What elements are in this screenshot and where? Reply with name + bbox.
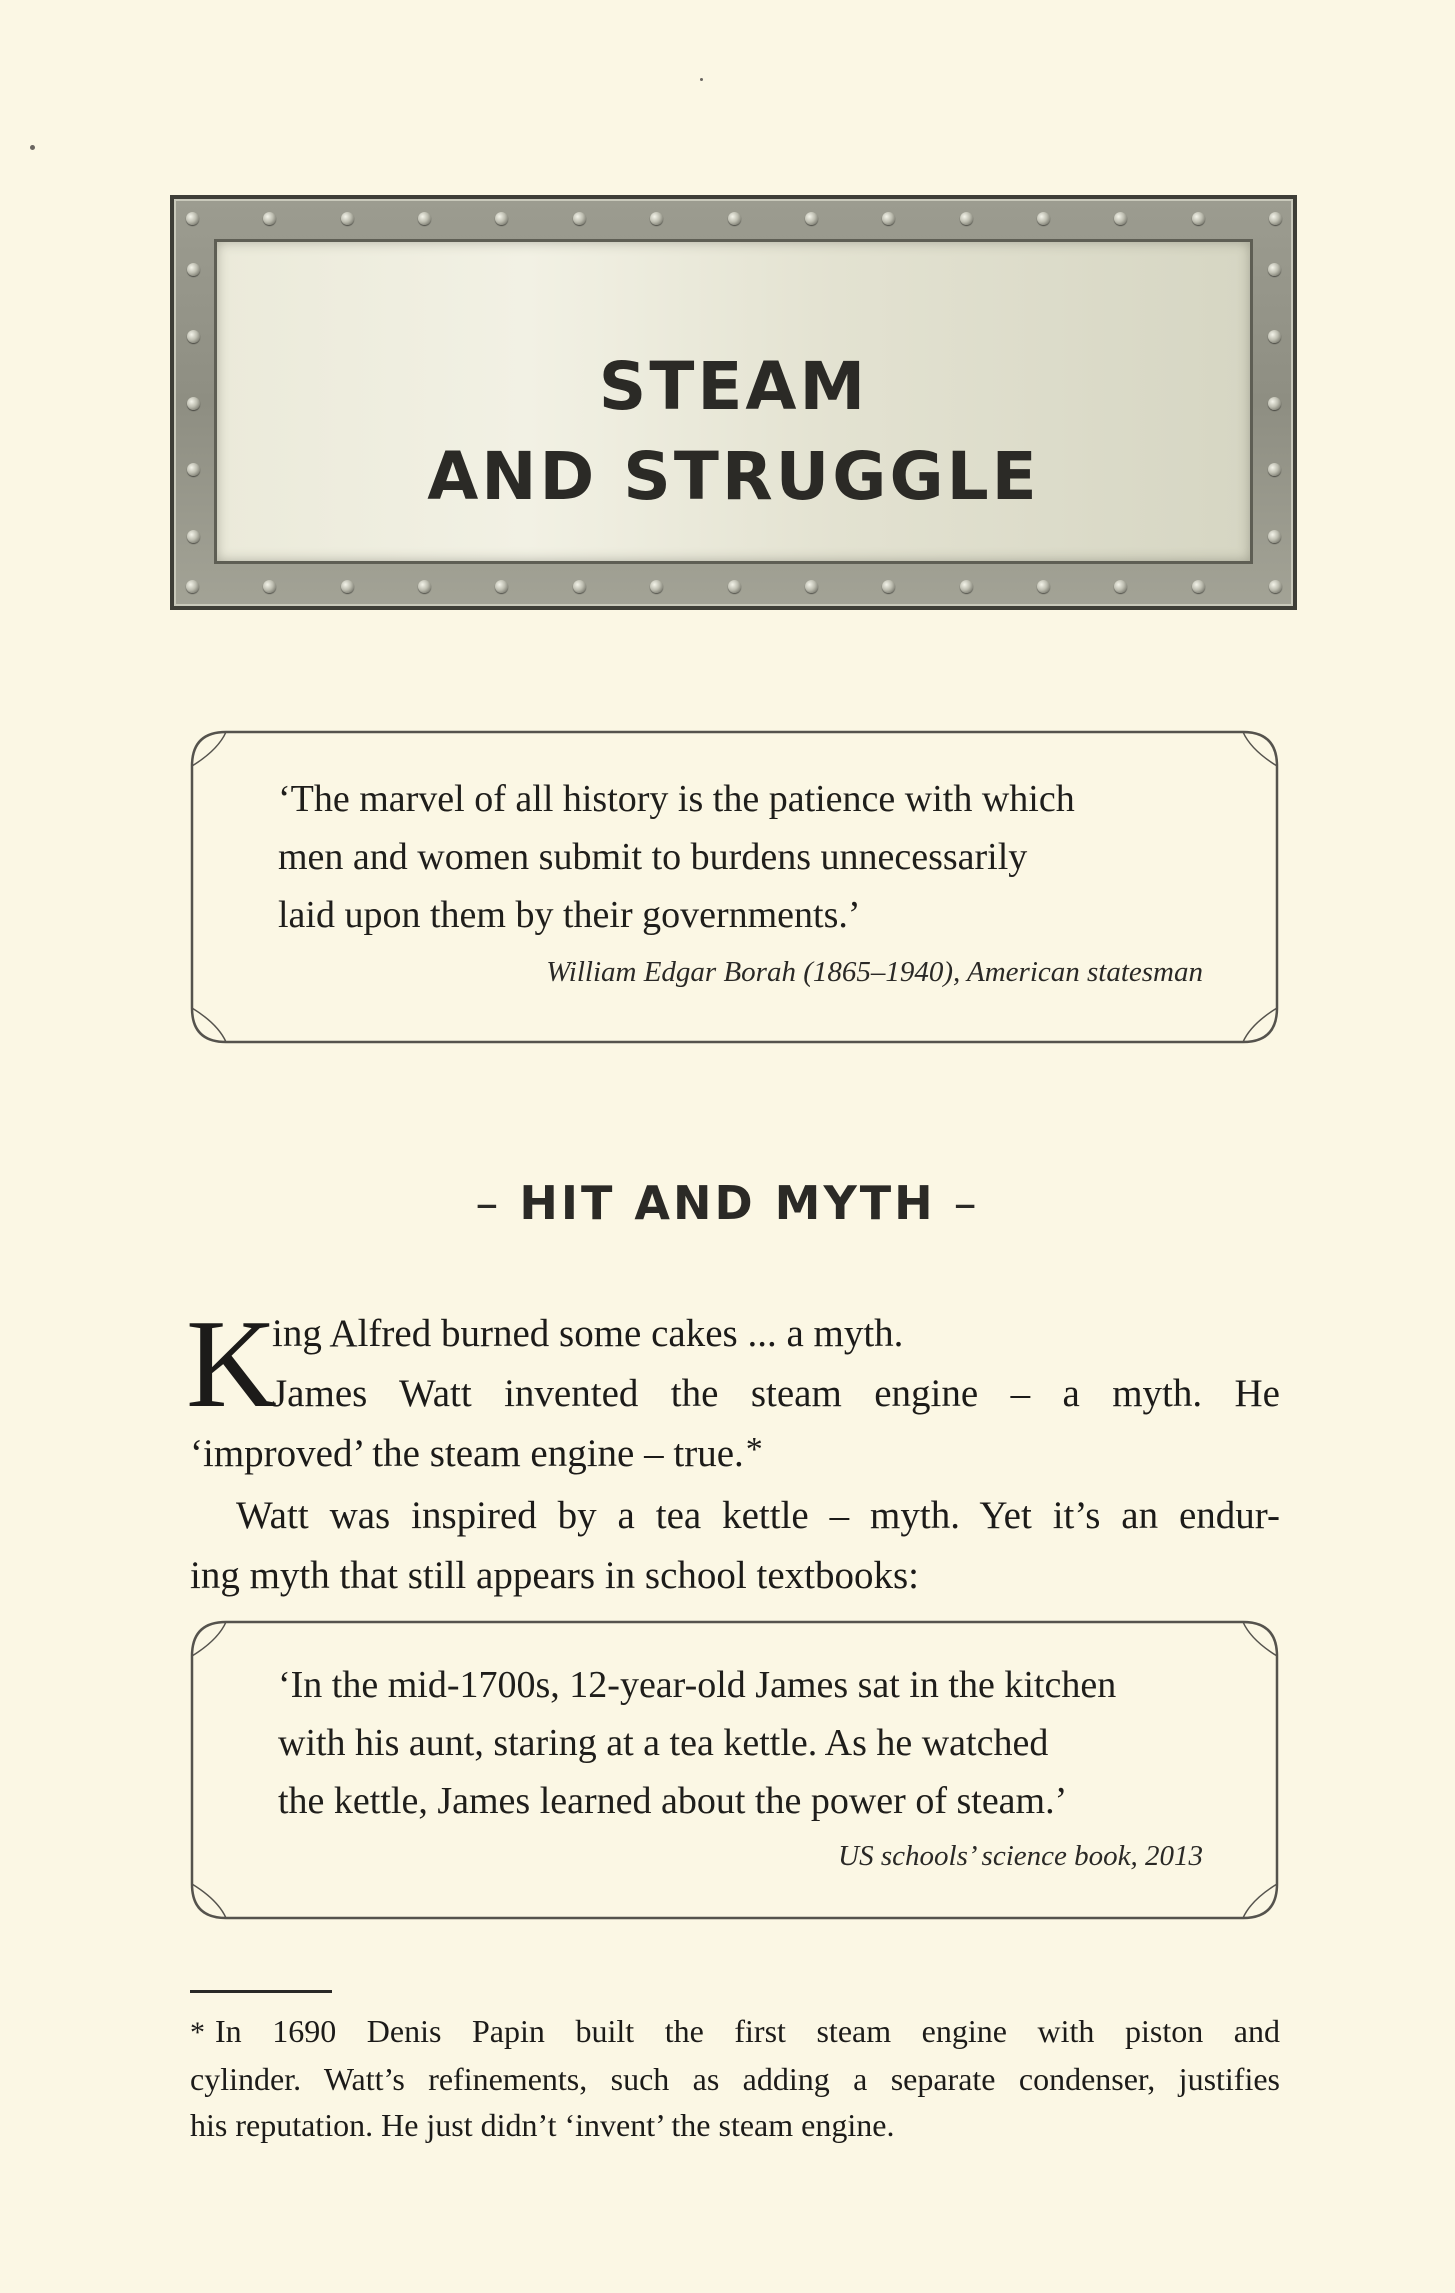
rivet-icon [495, 212, 508, 225]
textbook-quote-box [188, 1618, 1281, 1922]
body-line [190, 1424, 1280, 1486]
drop-cap: K [186, 1295, 277, 1434]
rivet-icon [573, 580, 586, 593]
footnote-line-text: In 1690 Denis Papin built the first steam engine with piston and [215, 2013, 1280, 2049]
rivet-icon [186, 580, 199, 593]
rivet-icon [1269, 580, 1282, 593]
epigraph-quote [278, 770, 1211, 944]
epigraph-line: laid upon them by their governments.’ [278, 894, 861, 936]
rivet-icon [341, 580, 354, 593]
rivet-icon [1268, 263, 1281, 276]
rivet-icon [1037, 580, 1050, 593]
footnote [190, 2008, 1280, 2148]
epigraph-box [188, 728, 1281, 1046]
rivet-icon [1114, 212, 1127, 225]
rivet-icon [1268, 463, 1281, 476]
rivet-icon [341, 212, 354, 225]
textbook-quote-line: with his aunt, staring at a tea kettle. As he watched [278, 1722, 1049, 1764]
footnote-line: cylinder. Watt’s refinements, such as adding a separate condenser, justifies [190, 2061, 1280, 2097]
rivet-icon [728, 212, 741, 225]
rivet-icon [187, 530, 200, 543]
epigraph-attribution: William Edgar Borah (1865–1940), American statesman [546, 956, 1203, 988]
rivet-icon [573, 212, 586, 225]
footnote-line: his reputation. He just didn’t ‘invent’ the steam engine. [190, 2107, 895, 2143]
rivet-icon [805, 212, 818, 225]
rivet-icon [187, 330, 200, 343]
page-speck [30, 145, 35, 150]
rivet-icon [263, 212, 276, 225]
page-speck [700, 78, 703, 81]
rivet-icon [495, 580, 508, 593]
rivet-icon [187, 263, 200, 276]
section-heading [0, 1176, 1455, 1230]
heading-dash-left: – [475, 1176, 502, 1230]
rivet-icon [1037, 212, 1050, 225]
body-line: ing Alfred burned some cakes ... a myth. [272, 1312, 904, 1355]
footnote-rule [190, 1990, 332, 1993]
rivet-icon [882, 212, 895, 225]
textbook-quote-attribution: US schools’ science book, 2013 [838, 1840, 1203, 1872]
rivet-icon [263, 580, 276, 593]
body-line: James Watt invented the steam engine – a myth. He [272, 1372, 1280, 1415]
rivet-icon [805, 580, 818, 593]
rivet-icon [1114, 580, 1127, 593]
footnote-star: * [190, 2016, 205, 2049]
body-text [186, 1295, 1280, 1606]
textbook-quote [278, 1656, 1211, 1830]
textbook-quote-line: ‘In the mid-1700s, 12-year-old James sat in the kitchen [278, 1664, 1117, 1706]
rivet-icon [882, 580, 895, 593]
footnote-line [190, 2008, 1280, 2056]
body-line: ing myth that still appears in school textbooks: [190, 1554, 920, 1597]
footnote-marker: * [745, 1431, 763, 1468]
heading-dash-right: – [953, 1176, 980, 1230]
epigraph-line: ‘The marvel of all history is the patience with which [278, 778, 1075, 820]
chapter-title [217, 342, 1250, 522]
chapter-title-line-1: STEAM [598, 348, 869, 425]
chapter-title-plate [170, 195, 1297, 610]
rivet-icon [1268, 397, 1281, 410]
rivet-icon [650, 580, 663, 593]
rivet-icon [418, 212, 431, 225]
rivet-icon [418, 580, 431, 593]
chapter-title-line-2: AND STRUGGLE [427, 438, 1040, 515]
rivet-icon [187, 463, 200, 476]
section-title: HIT AND MYTH [519, 1176, 936, 1230]
rivet-icon [1192, 580, 1205, 593]
rivet-icon [1192, 212, 1205, 225]
rivet-icon [1268, 530, 1281, 543]
rivet-icon [1268, 330, 1281, 343]
textbook-quote-line: the kettle, James learned about the power of steam.’ [278, 1780, 1068, 1822]
rivet-icon [728, 580, 741, 593]
epigraph-line: men and women submit to burdens unnecessarily [278, 836, 1028, 878]
rivet-icon [186, 212, 199, 225]
rivet-icon [187, 397, 200, 410]
rivet-icon [1269, 212, 1282, 225]
body-line-text: ‘improved’ the steam engine – true. [190, 1432, 744, 1475]
body-line: Watt was inspired by a tea kettle – myth. Yet it’s an endur- [236, 1494, 1280, 1537]
chapter-title-panel [214, 239, 1253, 564]
rivet-icon [650, 212, 663, 225]
rivet-icon [960, 580, 973, 593]
rivet-icon [960, 212, 973, 225]
